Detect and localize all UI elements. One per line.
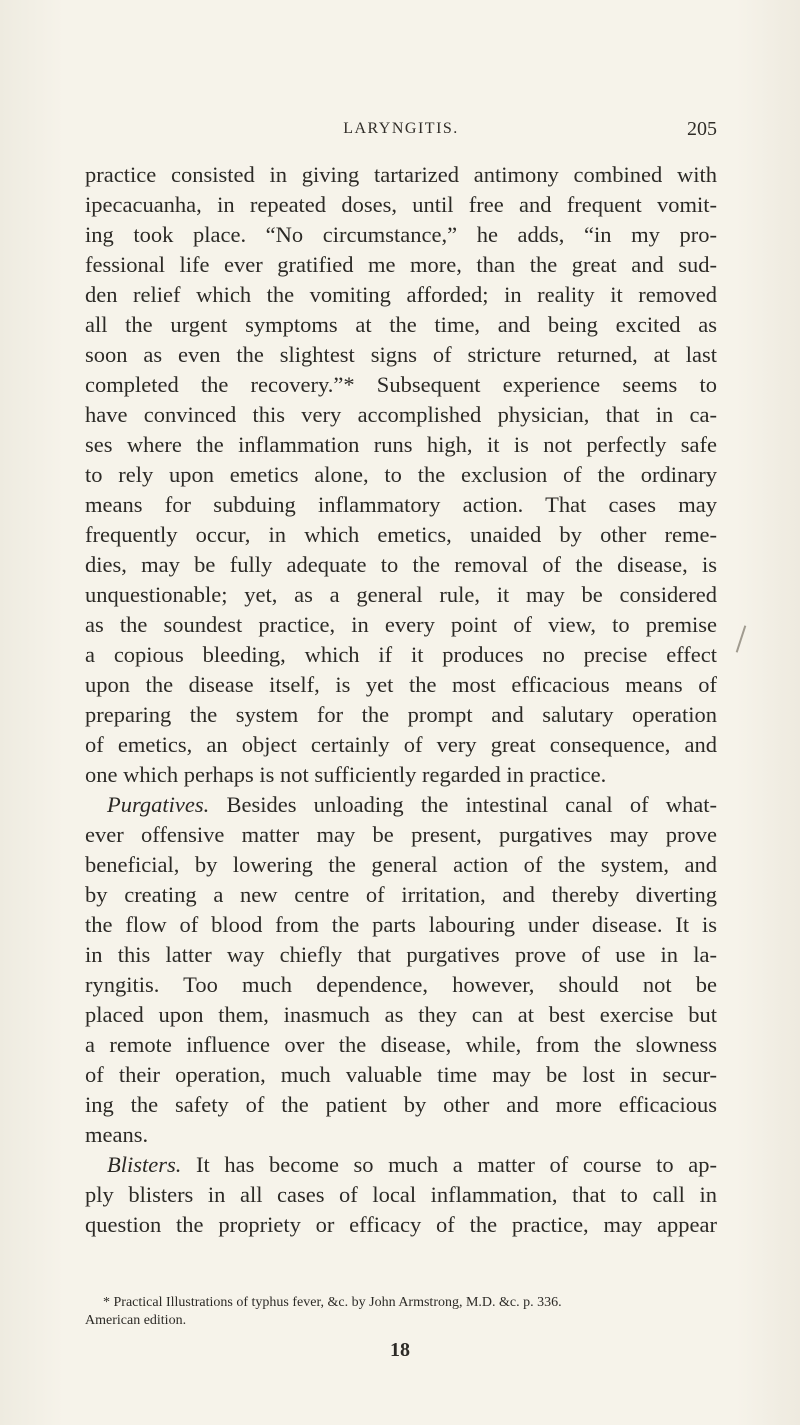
page-number: 205 [687,118,717,140]
text-line: preparing the system for the prompt and salutary operation [85,702,717,727]
blisters-first-text: It has become so much a matter of course to ap- [181,1152,717,1177]
footnote-line-2: American edition. [85,1313,187,1328]
signature-mark: 18 [390,1339,410,1361]
text-line: of emetics, an object certainly of very great consequence, and [85,732,717,757]
purgatives-first-line [85,790,717,820]
text-line: a copious bleeding, which if it produces no precise effect [85,642,717,667]
text-line: ryngitis. Too much dependence, however, should not be [85,972,717,997]
footnote [85,1294,717,1330]
text-line: ever offensive matter may be present, purgatives may prove [85,822,717,847]
text-line: all the urgent symptoms at the time, and being excited as [85,312,717,337]
text-line: a remote influence over the disease, while, from the slowness [85,1032,717,1057]
purgatives-first-text: Besides unloading the intestinal canal of what- [209,792,717,817]
text-line: ses where the inflammation runs high, it is not perfectly safe [85,432,717,457]
text-line: ipecacuanha, in repeated doses, until free and frequent vomit- [85,192,717,217]
text-line: by creating a new centre of irritation, and thereby diverting [85,882,717,907]
footnote-line-1: * Practical Illustrations of typhus fever, &c. by John Armstrong, M.D. &c. p. 336. [103,1295,562,1310]
text-line: of their operation, much valuable time may be lost in secur- [85,1062,717,1087]
text-line: fessional life ever gratified me more, than the great and sud- [85,252,717,277]
text-line: means for subduing inflammatory action. That cases may [85,492,717,517]
paragraph-purgatives [85,820,717,1150]
text-line: question the propriety or efficacy of the practice, may appear [85,1212,717,1237]
running-title: LARYNGITIS. [343,120,459,137]
text-line: to rely upon emetics alone, to the exclusion of the ordinary [85,462,717,487]
text-line: placed upon them, inasmuch as they can at best exercise but [85,1002,717,1027]
text-line: as the soundest practice, in every point of view, to premise [85,612,717,637]
text-line: practice consisted in giving tartarized antimony combined with [85,162,717,187]
text-line: one which perhaps is not sufficiently regarded in practice. [85,762,607,787]
blisters-heading: Blisters. [107,1152,182,1177]
text-line: means. [85,1122,149,1147]
text-line: ing the safety of the patient by other and more efficacious [85,1092,717,1117]
purgatives-heading: Purgatives. [107,792,210,817]
text-line: have convinced this very accomplished physician, that in ca- [85,402,717,427]
blisters-first-line [85,1150,717,1180]
paragraph-blisters [85,1180,717,1240]
text-line: ply blisters in all cases of local inflammation, that to call in [85,1182,717,1207]
ink-mark [736,625,747,652]
running-head [85,118,717,142]
text-line: beneficial, by lowering the general action of the system, and [85,852,717,877]
text-line: completed the recovery.”* Subsequent experience seems to [85,372,717,397]
text-line: dies, may be fully adequate to the removal of the disease, is [85,552,717,577]
text-line: upon the disease itself, is yet the most efficacious means of [85,672,717,697]
body-text [85,160,717,1240]
text-line: ing took place. “No circumstance,” he adds, “in my pro- [85,222,717,247]
text-line: in this latter way chiefly that purgatives prove of use in la- [85,942,717,967]
text-line: den relief which the vomiting afforded; in reality it removed [85,282,717,307]
text-line: frequently occur, in which emetics, unaided by other reme- [85,522,717,547]
text-line: the flow of blood from the parts labouring under disease. It is [85,912,717,937]
text-line: unquestionable; yet, as a general rule, it may be considered [85,582,717,607]
text-line: soon as even the slightest signs of stricture returned, at last [85,342,717,367]
paragraph-practice [85,160,717,790]
